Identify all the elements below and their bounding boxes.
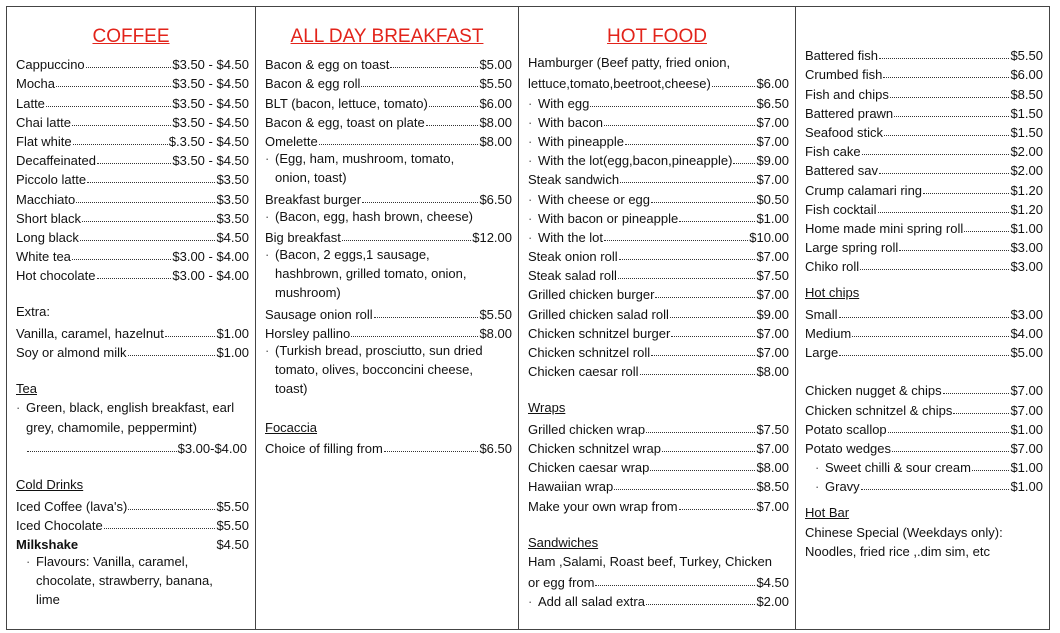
hot-food-title: HOT FOOD <box>607 26 707 47</box>
milkshake-name: Milkshake <box>16 536 79 552</box>
item-price: $5.00 <box>1010 345 1043 360</box>
dot-leader <box>619 259 756 260</box>
coffee-item <box>16 72 249 91</box>
big-desc-1: · (Bacon, 2 eggs,1 sausage, <box>265 245 512 264</box>
dot-leader <box>651 202 755 203</box>
item-name: Macchiato <box>16 191 76 207</box>
combo-item <box>805 379 1043 398</box>
item-name: · Gravy <box>815 479 860 494</box>
item-price: $7.00 <box>756 133 789 149</box>
item-price: $3.50 - $4.50 <box>172 57 249 73</box>
hot-food-item <box>528 245 789 264</box>
item-name: Long black <box>16 229 79 245</box>
wrap-item <box>528 437 789 456</box>
item-price: $7.00 <box>756 325 789 341</box>
item-name: Large <box>805 345 839 360</box>
sandwiches-heading: Sandwiches <box>528 534 599 550</box>
hamburger-option <box>528 91 789 110</box>
item-name: Chicken schnitzel roll <box>528 345 651 360</box>
item-name: Chicken schnitzel & chips <box>805 402 953 418</box>
flavours-line-1: · Flavours: Vanilla, caramel, <box>16 552 249 571</box>
breakfast-item: BLT (bacon, lettuce, tomato) $6.00 <box>265 95 512 111</box>
coffee-item <box>16 91 249 110</box>
flavours-line-2: chocolate, strawberry, banana, <box>36 573 213 589</box>
item-price: $6.50 <box>756 95 789 111</box>
item-price: $3.00 - $4.00 <box>172 268 249 284</box>
seafood-item <box>805 236 1043 255</box>
hot-chips-heading: Hot chips <box>805 285 860 301</box>
breakfast-item: Bacon & egg, toast on plate $8.00 <box>265 114 512 130</box>
item-price: $3.00 - $4.00 <box>172 249 249 265</box>
dot-leader <box>733 163 755 164</box>
item-name: Hot chocolate <box>16 268 96 284</box>
item-name: Chicken nugget & chips <box>805 383 942 399</box>
item-price: $7.00 <box>756 114 789 130</box>
seafood-item <box>805 255 1043 274</box>
item-name: Latte <box>16 95 45 111</box>
item-price: $1.00 <box>216 345 249 360</box>
dot-leader <box>97 163 171 164</box>
big-desc-3: mushroom) <box>275 285 341 301</box>
item-name: Crumbed fish <box>805 67 883 83</box>
item-name: Large spring roll <box>805 240 899 256</box>
dot-leader <box>671 336 755 337</box>
dot-leader <box>72 125 171 126</box>
coffee-item <box>16 245 249 264</box>
sandwich-line-1: Ham ,Salami, Roast beef, Turkey, Chicken <box>528 553 772 569</box>
item-price: $3.00 <box>1010 259 1043 275</box>
dot-leader <box>888 432 1010 433</box>
dot-leader <box>46 106 171 107</box>
item-name: Battered prawn <box>805 105 894 121</box>
item-price: $1.50 <box>1010 105 1043 121</box>
omelette-desc-2: onion, toast) <box>275 170 347 186</box>
focaccia-heading: Focaccia <box>265 419 318 435</box>
seafood-item <box>805 198 1043 217</box>
item-price: $7.50 <box>756 268 789 284</box>
item-name: Short black <box>16 210 82 226</box>
dot-leader <box>923 193 1009 194</box>
wraps-heading: Wraps <box>528 400 566 416</box>
seafood-item <box>805 102 1043 121</box>
item-name: Hawaiian wrap <box>528 479 614 495</box>
salad-extra-item: · Add all salad extra $2.00 <box>528 590 789 609</box>
item-name: Iced Chocolate <box>16 517 103 533</box>
item-name: · With egg <box>528 96 589 111</box>
tea-price-row <box>16 437 249 456</box>
coffee-item <box>16 111 249 130</box>
item-price: $7.00 <box>1010 402 1043 418</box>
wrap-item <box>528 475 789 494</box>
item-name: Steak onion roll <box>528 249 618 265</box>
item-name: Seafood stick <box>805 124 884 140</box>
hot-chips-item <box>805 341 1043 360</box>
item-name: Chai latte <box>16 114 71 130</box>
steak-option <box>528 226 789 245</box>
horsley-desc-3: toast) <box>275 381 308 397</box>
dot-leader <box>128 355 216 356</box>
steak-option <box>528 207 789 226</box>
tea-price: $3.00-$4.00 <box>177 440 247 456</box>
item-name: Fish cake <box>805 144 861 160</box>
breakfast-item: Horsley pallino $8.00 <box>265 325 512 341</box>
item-price: $9.00 <box>756 153 789 169</box>
coffee-item <box>16 149 249 168</box>
tea-line-2: grey, chamomile, peppermint) <box>26 419 197 435</box>
breakfast-item: Breakfast burger $6.50 <box>265 191 512 207</box>
combo-item <box>805 398 1043 417</box>
item-name: Chicken schnitzel burger <box>528 325 671 341</box>
burger-desc: · (Bacon, egg, hash brown, cheese) <box>265 207 512 226</box>
dot-leader <box>899 250 1009 251</box>
hot-food-item <box>528 360 789 379</box>
item-price: $7.00 <box>756 345 789 360</box>
item-price: $8.00 <box>756 460 789 476</box>
seafood-item <box>805 63 1043 82</box>
extra-heading: Extra: <box>16 304 50 320</box>
focaccia-item: Choice of filling from $6.50 <box>265 440 512 456</box>
dot-leader <box>879 173 1009 174</box>
dot-leader <box>894 116 1009 117</box>
milkshake-row <box>16 533 249 552</box>
item-name: Fish cocktail <box>805 201 877 217</box>
item-price: $7.00 <box>756 440 789 456</box>
item-price: $7.00 <box>1010 440 1043 456</box>
item-name: Chicken caesar wrap <box>528 460 650 476</box>
item-name: White tea <box>16 249 71 265</box>
item-price: $1.00 <box>216 325 249 341</box>
dot-leader <box>590 106 755 107</box>
seafood-item <box>805 44 1043 63</box>
extra-item <box>16 322 249 341</box>
item-name: Chicken schnitzel wrap <box>528 440 661 456</box>
item-name: Steak salad roll <box>528 268 617 284</box>
item-price: $1.00 <box>1010 479 1043 495</box>
dot-leader <box>82 221 215 222</box>
sandwich-item: or egg from $4.50 <box>528 575 789 591</box>
hamburger-option <box>528 111 789 130</box>
cold-drink-item <box>16 514 249 533</box>
dot-leader <box>625 144 755 145</box>
dot-leader <box>679 509 756 510</box>
item-name: Fish and chips <box>805 86 889 102</box>
dot-leader <box>892 451 1009 452</box>
dot-leader <box>87 182 215 183</box>
dot-leader <box>883 77 1009 78</box>
sauce-item <box>805 475 1043 494</box>
item-name: · Sweet chilli & sour cream <box>815 460 971 475</box>
hot-food-item <box>528 341 789 360</box>
item-price: $1.50 <box>1010 124 1043 140</box>
dot-leader <box>862 154 1010 155</box>
item-price: $1.00 <box>1010 460 1043 476</box>
dot-leader <box>943 393 1010 394</box>
dot-leader <box>651 355 755 356</box>
dot-leader <box>618 278 756 279</box>
item-name: Battered fish <box>805 48 878 64</box>
hot-food-item <box>528 264 789 283</box>
breakfast-item: Big breakfast $12.00 <box>265 229 512 245</box>
item-name: Chiko roll <box>805 259 860 275</box>
hot-food-item <box>528 302 789 321</box>
dot-leader <box>860 269 1009 270</box>
item-price: $7.50 <box>756 421 789 437</box>
omelette-desc-1: · (Egg, ham, mushroom, tomato, <box>265 149 512 168</box>
item-price: $7.00 <box>756 249 789 265</box>
item-price: $2.00 <box>1010 144 1043 160</box>
item-price: $1.20 <box>1010 201 1043 217</box>
item-price: $5.50 <box>216 517 249 533</box>
dot-leader <box>878 212 1010 213</box>
extra-item <box>16 341 249 360</box>
item-price: $7.00 <box>756 287 789 303</box>
item-name: Grilled chicken burger <box>528 287 655 303</box>
steak-sandwich-item: Steak sandwich $7.00 <box>528 172 789 188</box>
seafood-item <box>805 217 1043 236</box>
dot-leader <box>861 489 1010 490</box>
dot-leader <box>852 336 1009 337</box>
dot-leader <box>128 509 215 510</box>
coffee-column <box>6 6 256 630</box>
dot-leader <box>964 231 1009 232</box>
item-name: Decaffeinated <box>16 153 96 169</box>
dot-leader <box>604 240 748 241</box>
item-name: · With bacon or pineapple <box>528 211 678 226</box>
item-name: Flat white <box>16 133 72 149</box>
dot-leader <box>73 144 168 145</box>
coffee-item <box>16 168 249 187</box>
item-price: $8.50 <box>1010 86 1043 102</box>
item-price: $5.50 <box>216 498 249 514</box>
steak-option <box>528 187 789 206</box>
hamburger-line-1: Hamburger (Beef patty, fried onion, <box>528 55 731 70</box>
coffee-item <box>16 53 249 72</box>
item-price: $3.00 <box>1010 306 1043 322</box>
hamburger-option <box>528 130 789 149</box>
item-name: · With the lot <box>528 230 603 245</box>
coffee-item <box>16 207 249 226</box>
coffee-item <box>16 130 249 149</box>
hot-food-column <box>518 6 796 630</box>
item-price: $6.00 <box>1010 67 1043 83</box>
coffee-item <box>16 187 249 206</box>
seafood-item <box>805 140 1043 159</box>
dot-leader <box>650 470 755 471</box>
item-name: Cappuccino <box>16 57 85 73</box>
dot-leader <box>80 240 216 241</box>
coffee-item <box>16 226 249 245</box>
item-price: $0.50 <box>756 191 789 207</box>
item-name: · With cheese or egg <box>528 192 650 207</box>
item-price: $10.00 <box>749 229 789 245</box>
dot-leader <box>76 202 215 203</box>
breakfast-item: Bacon & egg roll $5.50 <box>265 76 512 92</box>
horsley-desc-1: · (Turkish bread, prosciutto, sun dried <box>265 341 512 360</box>
dot-leader <box>839 355 1009 356</box>
item-name: Soy or almond milk <box>16 345 127 360</box>
breakfast-item: Sausage onion roll $5.50 <box>265 306 512 322</box>
hot-bar-line-2: Noodles, fried rice ,.dim sim, etc <box>805 543 990 559</box>
dot-leader <box>884 135 1009 136</box>
item-name: · With bacon <box>528 115 603 130</box>
hot-bar-line-1: Chinese Special (Weekdays only): <box>805 524 1003 540</box>
item-name: Potato scallop <box>805 421 887 437</box>
cold-drinks-heading: Cold Drinks <box>16 477 84 493</box>
cold-drink-item <box>16 494 249 513</box>
dot-leader <box>670 317 756 318</box>
item-name: Piccolo latte <box>16 172 87 188</box>
hot-chips-item <box>805 302 1043 321</box>
dot-leader <box>646 432 755 433</box>
dot-leader <box>56 86 171 87</box>
breakfast-title: ALL DAY BREAKFAST <box>290 26 484 47</box>
dot-leader <box>662 451 756 452</box>
item-price: $7.00 <box>756 498 789 514</box>
dot-leader <box>953 413 1009 414</box>
dot-leader <box>72 259 171 260</box>
item-price: $4.00 <box>1010 325 1043 341</box>
item-name: Small <box>805 306 838 322</box>
item-price: $3.00 <box>1010 240 1043 256</box>
item-price: $3.50 <box>216 191 249 207</box>
breakfast-item: Bacon & egg on toast $5.00 <box>265 57 512 73</box>
item-name: · With pineapple <box>528 134 624 149</box>
item-name: Potato wedges <box>805 440 892 456</box>
item-price: $3.50 - $4.50 <box>172 114 249 130</box>
item-price: $9.00 <box>756 306 789 322</box>
item-price: $3.50 - $4.50 <box>172 76 249 92</box>
hamburger-option <box>528 149 789 168</box>
sauce-item <box>805 456 1043 475</box>
item-price: $2.00 <box>1010 163 1043 179</box>
dot-leader <box>879 58 1009 59</box>
item-name: Grilled chicken wrap <box>528 421 646 437</box>
item-name: Iced Coffee (lava's) <box>16 498 128 514</box>
dot-leader <box>640 374 756 375</box>
item-price: $3.50 <box>216 172 249 188</box>
seafood-column <box>795 6 1050 630</box>
tea-heading: Tea <box>16 381 37 397</box>
tea-line-1: · Green, black, english breakfast, earl <box>16 398 249 417</box>
horsley-desc-2: tomato, olives, bocconcini cheese, <box>275 362 473 377</box>
combo-item <box>805 437 1043 456</box>
flavours-line-3: lime <box>36 592 60 608</box>
breakfast-item: Omelette $8.00 <box>265 133 512 149</box>
dot-leader <box>839 317 1010 318</box>
item-price: $3.50 - $4.50 <box>172 153 249 169</box>
hot-food-item <box>528 283 789 302</box>
item-name: Vanilla, caramel, hazelnut <box>16 325 164 341</box>
seafood-item <box>805 82 1043 101</box>
item-name: Grilled chicken salad roll <box>528 306 669 322</box>
item-name: Chicken caesar roll <box>528 364 639 380</box>
dot-leader <box>604 125 755 126</box>
coffee-title: COFFEE <box>92 26 170 47</box>
item-name: Make your own wrap from <box>528 498 678 514</box>
item-price: $5.50 <box>1010 48 1043 64</box>
dot-leader <box>679 221 755 222</box>
item-price: $7.00 <box>1010 383 1043 399</box>
wrap-item <box>528 456 789 475</box>
item-price: $8.50 <box>756 479 789 495</box>
item-name: · With the lot(egg,bacon,pineapple) <box>528 153 732 168</box>
item-price: $3.50 <box>216 210 249 226</box>
item-price: $1.20 <box>1010 182 1043 198</box>
item-name: Battered sav <box>805 163 878 179</box>
dot-leader <box>104 528 216 529</box>
dot-leader <box>972 470 1010 471</box>
item-price: $4.50 <box>216 229 249 245</box>
seafood-item <box>805 178 1043 197</box>
item-price: $8.00 <box>756 364 789 380</box>
big-desc-2: hashbrown, grilled tomato, onion, <box>275 266 467 282</box>
wrap-item <box>528 418 789 437</box>
seafood-item <box>805 121 1043 140</box>
milkshake-price: $4.50 <box>216 536 249 552</box>
wrap-item <box>528 494 789 513</box>
item-price: $1.00 <box>1010 421 1043 437</box>
dot-leader <box>655 297 755 298</box>
dot-leader <box>165 336 216 337</box>
coffee-item <box>16 264 249 283</box>
hot-chips-item <box>805 322 1043 341</box>
seafood-item <box>805 159 1043 178</box>
item-price: $.3.50 - $4.50 <box>168 133 249 149</box>
hot-bar-heading: Hot Bar <box>805 505 850 521</box>
item-price: $1.00 <box>756 210 789 226</box>
hamburger-item: lettuce,tomato,beetroot,cheese) $6.00 <box>528 76 789 92</box>
item-price: $3.50 - $4.50 <box>172 95 249 111</box>
combo-item <box>805 418 1043 437</box>
item-price: $1.00 <box>1010 220 1043 236</box>
item-name: Home made mini spring roll <box>805 220 964 236</box>
dot-leader <box>86 67 172 68</box>
hot-food-item <box>528 322 789 341</box>
breakfast-column <box>255 6 519 630</box>
item-name: Mocha <box>16 76 56 92</box>
item-name: Crump calamari ring <box>805 182 923 198</box>
dot-leader <box>97 278 172 279</box>
dot-leader <box>614 489 755 490</box>
dot-leader <box>890 97 1010 98</box>
item-name: Medium <box>805 325 852 341</box>
